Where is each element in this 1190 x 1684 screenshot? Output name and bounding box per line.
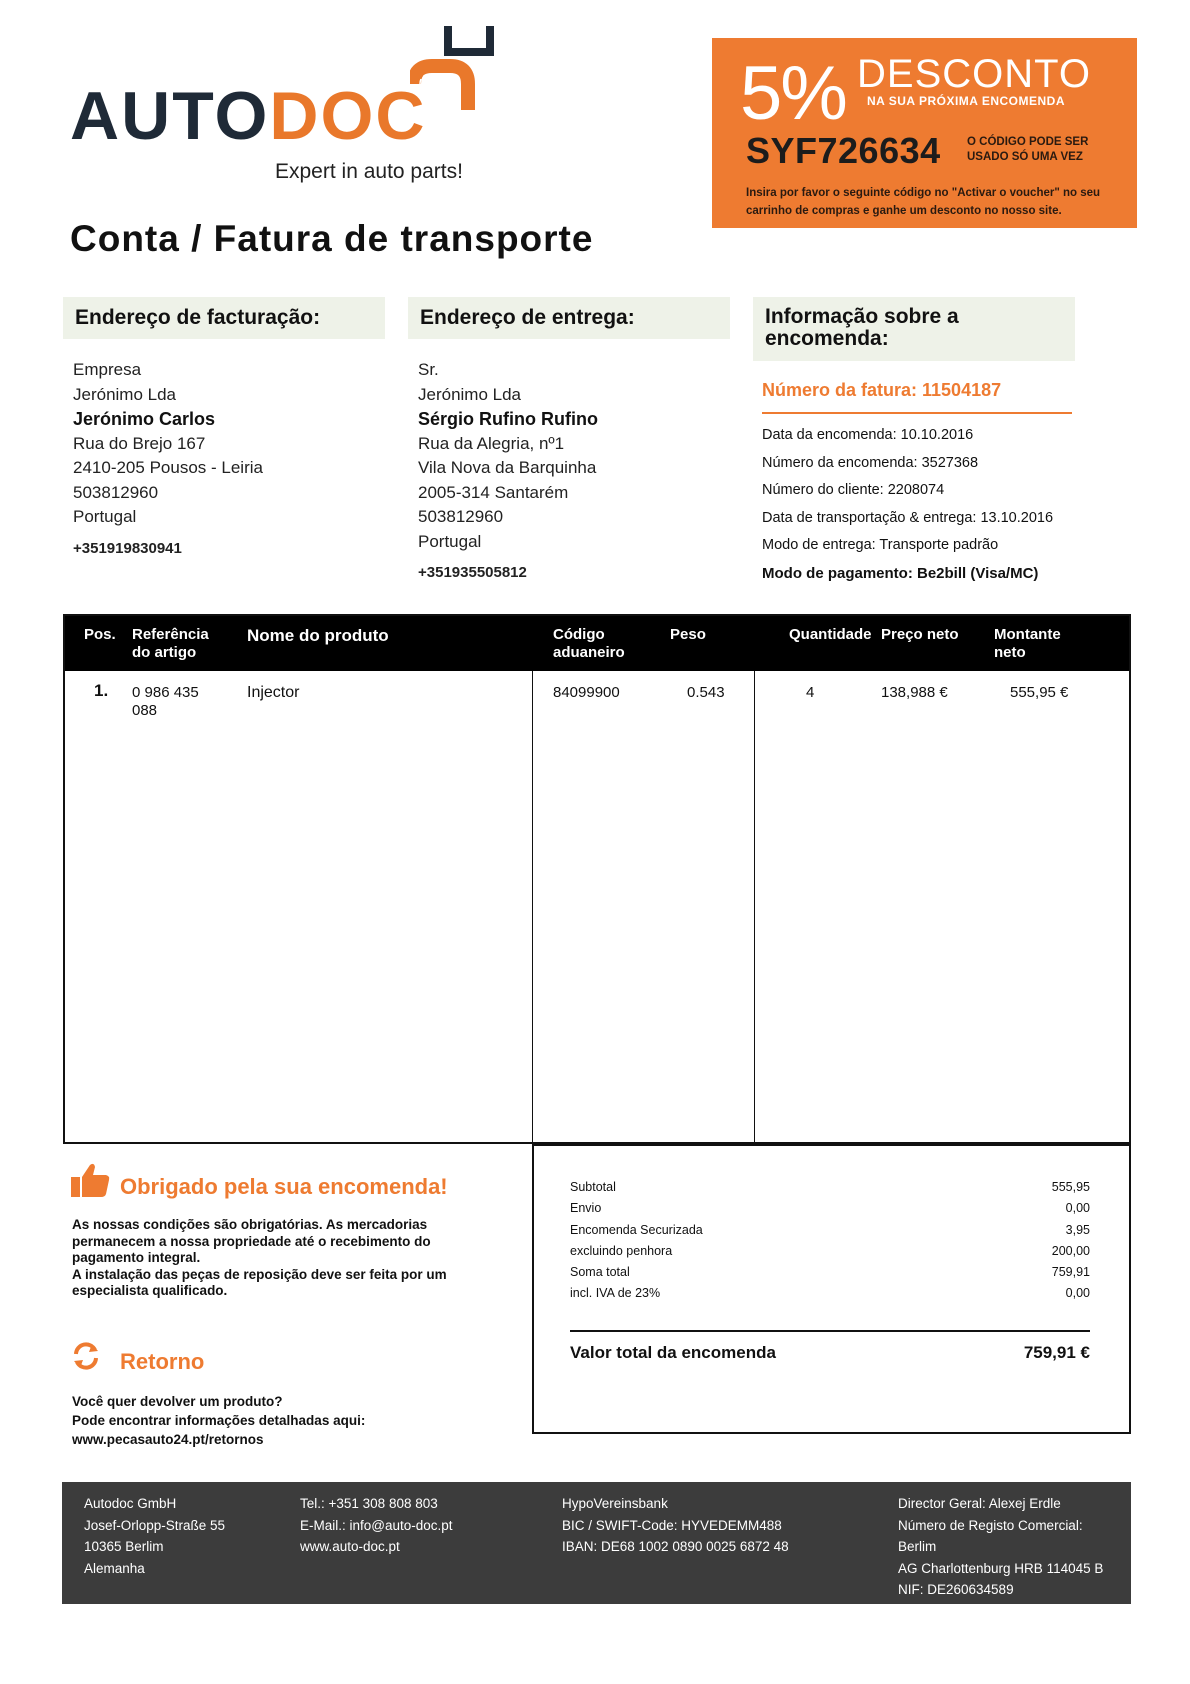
- thumbs-up-icon: [70, 1162, 110, 1198]
- summary-row: [570, 1198, 1090, 1219]
- billing-header: Endereço de facturação:: [63, 297, 385, 339]
- order-info-header: Informação sobre a encomenda:: [753, 297, 1075, 361]
- footer-line: AG Charlottenburg HRB 114045 B: [898, 1560, 1104, 1576]
- billing-phone: +351919830941: [73, 539, 182, 557]
- summary-value: 759,91: [1051, 1265, 1090, 1280]
- road-icon: [410, 22, 494, 112]
- row-name: Injector: [247, 684, 300, 701]
- col-net-total: Montante neto: [994, 626, 1061, 661]
- thanks-title: Obrigado pela sua encomenda!: [120, 1174, 448, 1199]
- summary-row: [570, 1220, 1090, 1241]
- col-name: Nome do produto: [247, 626, 389, 645]
- col-customs: Código aduaneiro: [553, 626, 625, 661]
- delivery-line: 503812960: [418, 507, 504, 526]
- footer-line: IBAN: DE68 1002 0890 0025 6872 48: [562, 1539, 789, 1554]
- footer-contact: [300, 1493, 453, 1558]
- order-info-row: Modo de entrega: Transporte padrão: [762, 537, 999, 553]
- summary-label: Subtotal: [570, 1180, 616, 1194]
- billing-name: Jerónimo Carlos: [73, 409, 216, 429]
- summary-row: [570, 1262, 1090, 1283]
- footer-legal: [898, 1493, 1103, 1601]
- delivery-header: Endereço de entrega:: [408, 297, 730, 339]
- delivery-line: Rua da Alegria, nº1: [418, 433, 565, 453]
- summary-label: Envio: [570, 1201, 602, 1216]
- discount-banner: [712, 38, 1137, 228]
- billing-line: Rua do Brejo 167: [73, 433, 206, 453]
- invoice-number: Número da fatura: 11504187: [762, 380, 1002, 400]
- logo-word-end: DOC: [269, 78, 427, 154]
- terms-text: As nossas condições são obrigatórias. As mercadorias permanecem a nossa propriedade até o recebimento do pagamento integral. A instalação das peças de reposição deve ser feita por um especialista qualificado.: [72, 1217, 447, 1298]
- voucher-code: SYF726634: [746, 130, 941, 171]
- col-unit-price: Preço neto: [881, 626, 959, 643]
- footer-line: Número de Registo Comercial:: [898, 1517, 1083, 1533]
- row-pos: 1.: [94, 681, 109, 700]
- billing-line: Empresa: [73, 360, 142, 379]
- order-info-row: Número do cliente: 2208074: [762, 482, 945, 498]
- order-info-row: Data de transportação & entrega: 13.10.2016: [762, 509, 1054, 526]
- total-value: 759,91 €: [1023, 1343, 1090, 1362]
- row-customs: 84099900: [553, 684, 620, 701]
- delivery-line: Vila Nova da Barquinha: [418, 458, 597, 477]
- delivery-line: Portugal: [418, 531, 482, 551]
- returns-line: Você quer devolver um produto?: [72, 1394, 283, 1409]
- order-info-row: Número da encomenda: 3527368: [762, 454, 979, 471]
- logo-word-start: AUTO: [70, 78, 270, 154]
- summary-label: incl. IVA de 23%: [570, 1286, 661, 1301]
- summary-value: 555,95: [1051, 1180, 1090, 1194]
- col-pos: Pos.: [84, 626, 116, 643]
- footer-line: Alemanha: [84, 1560, 145, 1576]
- page-title: Conta / Fatura de transporte: [70, 218, 594, 259]
- discount-subtitle: NA SUA PRÓXIMA ENCOMENDA: [867, 94, 1066, 108]
- total-label: Valor total da encomenda: [570, 1343, 776, 1362]
- billing-line: 503812960: [73, 482, 159, 502]
- discount-percent: 5%: [740, 51, 846, 136]
- col-qty: Quantidade: [789, 626, 872, 643]
- summary-row: [570, 1283, 1090, 1304]
- summary-row: [570, 1177, 1090, 1198]
- footer-line: Josef-Orlopp-Straße 55: [84, 1517, 226, 1533]
- order-info-row: Data da encomenda: 10.10.2016: [762, 427, 974, 443]
- order-info-list: [762, 422, 1092, 587]
- voucher-note: O CÓDIGO PODE SER USADO SÓ UMA VEZ: [967, 136, 1089, 163]
- summary-value: 0,00: [1065, 1286, 1090, 1301]
- footer-email[interactable]: E-Mail.: info@auto-doc.pt: [300, 1517, 453, 1533]
- divider: [762, 412, 1072, 414]
- payment-method: Modo de pagamento: Be2bill (Visa/MC): [762, 564, 1039, 582]
- returns-line: Pode encontrar informações detalhadas aqui:: [72, 1413, 366, 1428]
- delivery-line: Sr.: [418, 360, 439, 379]
- col-weight: Peso: [670, 626, 706, 643]
- row-unit-price: 138,988 €: [881, 684, 948, 701]
- footer: [62, 1482, 1131, 1604]
- footer-line: Tel.: +351 308 808 803: [300, 1496, 438, 1511]
- returns-link[interactable]: www.pecasauto24.pt/retornos: [72, 1432, 264, 1447]
- summary-label: Soma total: [570, 1265, 630, 1280]
- footer-website[interactable]: www.auto-doc.pt: [300, 1539, 400, 1554]
- column-divider: [754, 671, 755, 1142]
- billing-address: [73, 358, 373, 561]
- row-ref: 0 986 435 088: [132, 684, 199, 719]
- footer-line: BIC / SWIFT-Code: HYVEDEMM488: [562, 1517, 782, 1533]
- summary-row: [570, 1241, 1090, 1262]
- voucher-instructions: Insira por favor o seguinte código no "Activar o voucher" no seu carrinho de compras e ganhe um desconto no nosso site.: [746, 187, 1101, 217]
- row-net-total: 555,95 €: [1010, 684, 1069, 701]
- delivery-name: Sérgio Rufino Rufino: [418, 409, 598, 429]
- delivery-phone: +351935505812: [418, 564, 527, 581]
- order-total: [570, 1343, 1090, 1363]
- summary-label: Encomenda Securizada: [570, 1222, 703, 1237]
- discount-word: DESCONTO: [857, 52, 1091, 96]
- summary-label: excluindo penhora: [570, 1243, 673, 1258]
- logo-tagline: Expert in auto parts!: [275, 160, 463, 183]
- summary-value: 3,95: [1065, 1222, 1090, 1237]
- items-table: [63, 614, 1131, 1144]
- footer-line: Director Geral: Alexej Erdle: [898, 1496, 1061, 1511]
- returns-title: Retorno: [120, 1349, 205, 1374]
- col-ref: Referência do artigo: [132, 626, 209, 661]
- delivery-address: [418, 358, 718, 586]
- footer-line: NIF: DE260634589: [898, 1582, 1014, 1597]
- refresh-icon: [70, 1340, 102, 1372]
- summary-value: 0,00: [1065, 1201, 1090, 1216]
- summary-rows: [570, 1177, 1090, 1305]
- billing-line: Portugal: [73, 507, 137, 526]
- row-qty: 4: [806, 684, 815, 701]
- autodoc-logo: [70, 78, 427, 154]
- delivery-line: 2005-314 Santarém: [418, 482, 569, 502]
- footer-line: HypoVereinsbank: [562, 1496, 668, 1511]
- footer-line: 10365 Berlim: [84, 1539, 164, 1554]
- footer-line: Autodoc GmbH: [84, 1496, 177, 1511]
- billing-line: Jerónimo Lda: [73, 384, 177, 404]
- returns-text: [72, 1392, 492, 1449]
- column-divider: [532, 671, 533, 1142]
- table-header: [65, 616, 1129, 671]
- footer-company: [84, 1493, 225, 1579]
- billing-line: 2410-205 Pousos - Leiria: [73, 458, 263, 477]
- footer-line: Berlim: [898, 1539, 937, 1554]
- summary-value: 200,00: [1051, 1243, 1090, 1258]
- footer-bank: [562, 1493, 789, 1558]
- delivery-line: Jerónimo Lda: [418, 384, 522, 404]
- divider: [570, 1330, 1090, 1332]
- row-weight: 0.543: [687, 684, 725, 701]
